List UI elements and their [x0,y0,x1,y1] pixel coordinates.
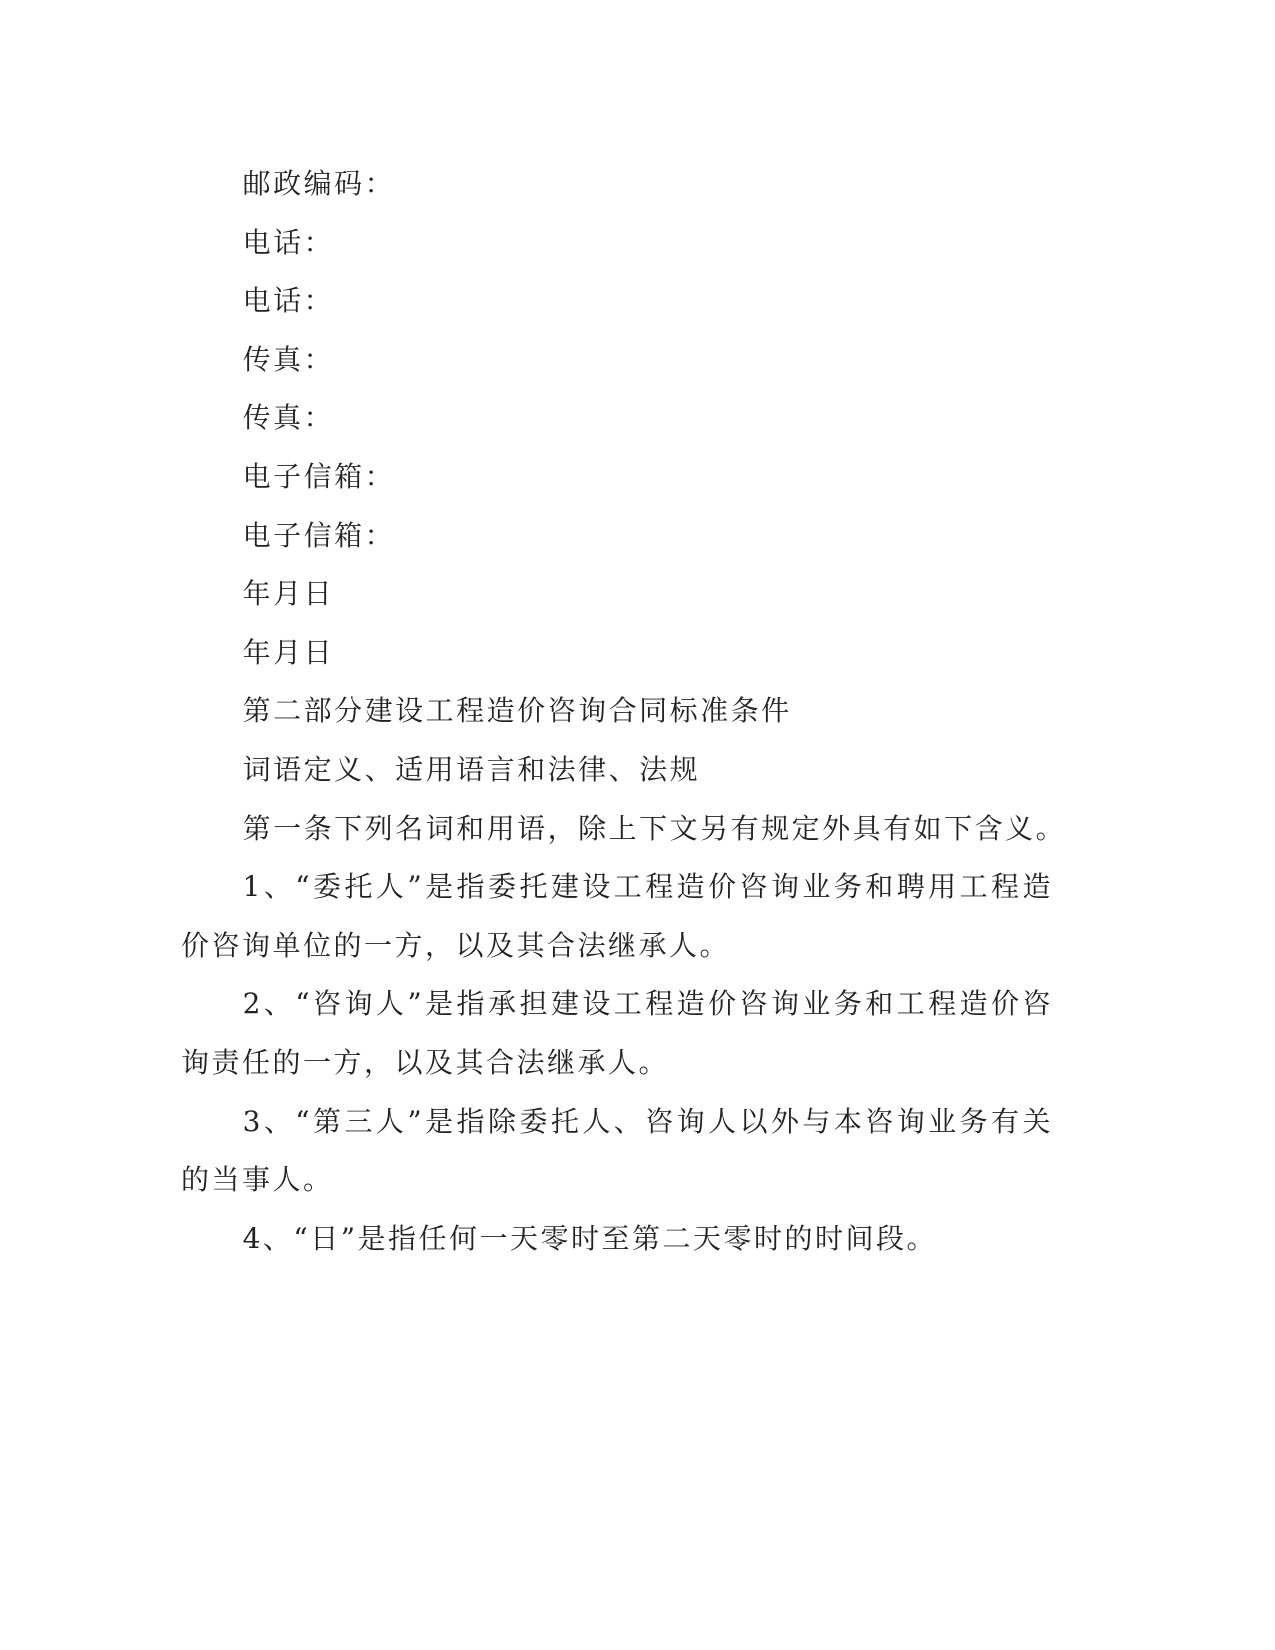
document-body [181,155,1067,1268]
definition-paragraph: 1、“委托人”是指委托建设工程造价咨询业务和聘用工程造价咨询单位的一方，以及其合法继承人。 [181,870,1053,962]
phone-label: 电话： [242,284,335,318]
email-label: 电子信箱： [242,518,396,552]
email-label: 电子信箱： [242,459,396,493]
section-heading: 第二部分建设工程造价咨询合同标准条件 [242,694,792,728]
fax-label: 传真： [242,342,335,376]
definition-paragraph: 4、“日”是指任何一天零时至第二天零时的时间段。 [242,1221,938,1255]
postal-code-label: 邮政编码： [242,167,396,200]
article-paragraph: 第一条下列名词和用语，除上下文另有规定外具有如下含义。 [242,811,1067,845]
date-label: 年月日 [242,577,335,611]
subsection-heading: 词语定义、适用语言和法律、法规 [242,752,701,786]
phone-label: 电话： [242,225,335,259]
fax-label: 传真： [242,401,335,435]
date-label: 年月日 [242,635,335,669]
definition-paragraph: 3、“第三人”是指除委托人、咨询人以外与本咨询业务有关的当事人。 [181,1104,1053,1197]
definition-paragraph: 2、“咨询人”是指承担建设工程造价咨询业务和工程造价咨询责任的一方，以及其合法继承人。 [181,987,1053,1079]
